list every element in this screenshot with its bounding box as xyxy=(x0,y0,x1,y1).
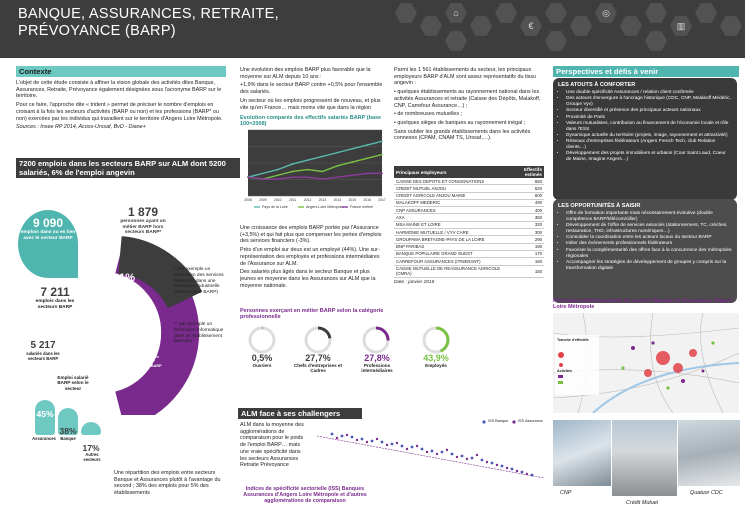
category-ring-ouvriers xyxy=(242,325,282,355)
table-header-employer: Principaux employeurs xyxy=(394,166,506,178)
page-title: BANQUE, ASSURANCES, RETRAITE, PRÉVOYANCE (BARP) xyxy=(18,6,279,39)
evolution-p3: Un secteur où les emplois progressent de nouveau, et plus vite qu'en France… mais moins vite que dans la région xyxy=(240,97,381,111)
salaried-value: 5 217 xyxy=(30,340,56,351)
category-employes: 43,9% Employés xyxy=(423,353,449,368)
table-row xyxy=(394,185,544,192)
atouts-list xyxy=(558,90,732,163)
chart-x-tick-label: 2015 xyxy=(348,198,356,202)
split-text: Une répartition des emplois entre secteurs Banque et Assurances plutôt à l'avantage du second ; 38% des emplois pour 5% des établissements xyxy=(114,470,221,497)
establishments-b2: • de nombreuses mutuelles ; xyxy=(394,111,463,118)
chart-x-tick-label: 2013 xyxy=(318,198,327,202)
iss-chart xyxy=(312,416,548,486)
table-row xyxy=(394,229,544,236)
note-2: ** par exemple un technicien informatique dans un établissement bancaire xyxy=(174,322,224,345)
context-p1: L'objet de cette étude consiste à affiner la vision globale des activités dites Banque, Assurances, Retraite, Prévoyance également désignées sous l'acronyme BARP sur le territoire. xyxy=(16,80,222,100)
iss-legend-assurance: ISS Assurance xyxy=(518,419,543,423)
employer-staff: 400 xyxy=(506,207,544,214)
list-item: • Développement des projets immobiliers et urbains (Cour Saint Laud, Coeur de Maine, Imagine Angers…) xyxy=(566,151,732,163)
chart-point xyxy=(366,144,368,146)
split-bar-autres xyxy=(81,422,101,435)
chart-x-tick-label: 2017 xyxy=(378,198,386,202)
list-item: • Dynamique actuelle du territoire (projets, image, rayonnement et attractivité) xyxy=(566,133,732,139)
employer-name: BNP PARIBAS xyxy=(394,243,506,250)
chart-point xyxy=(277,169,279,171)
header-banner xyxy=(0,0,745,58)
euro-icon: € xyxy=(528,21,534,31)
employer-name: HARMONIE MUTUELLE / VYV CARE xyxy=(394,229,506,236)
employer-staff: 150 xyxy=(506,265,544,278)
categories-row xyxy=(240,325,470,375)
chart-point xyxy=(336,152,338,154)
chart-point xyxy=(247,176,249,178)
chart-legend-label: Angers Loire Métropole xyxy=(306,205,344,209)
category-intermediaires: 27,8% Professions intermédiaires xyxy=(361,353,393,373)
chart-point xyxy=(381,140,383,142)
split-pct-banque: 38% xyxy=(59,426,77,436)
coins-icon: ◎ xyxy=(602,8,610,18)
chart-legend-label: Pays de la Loire xyxy=(262,205,288,209)
chart-point xyxy=(292,176,294,178)
in-sector-value: 7 211 xyxy=(40,285,70,299)
chart-point xyxy=(336,176,338,178)
list-item: • Favoriser la complémentarité des offres face à la concurrence des métropoles régionales xyxy=(566,248,732,260)
chart-icon: ▥ xyxy=(676,21,686,31)
employer-name: CAISSE DES DEPOTS ET CONSIGNATIONS xyxy=(394,178,506,185)
chart-x-tick-label: 2008 xyxy=(244,198,252,202)
jobs-heading: 7200 emplois dans les secteurs BARP sur ALM dont 5200 salariés, 6% de l'emploi angevin xyxy=(16,158,240,178)
opps-panel xyxy=(553,199,737,303)
alm-text: ALM dans la moyenne des agglomérations de comparaison pour le poids de l'emploi BARP… mais une vraie spécificité dans les secteurs Assurances Retraite Prévoyance xyxy=(240,422,304,469)
employer-staff: 490 xyxy=(506,199,544,206)
atouts-title: LES ATOUTS À CONFORTER xyxy=(558,82,636,88)
table-date: Date : janvier 2018 xyxy=(394,280,435,286)
table-header-staff: Effectifs estimés xyxy=(506,166,544,178)
chart-point xyxy=(381,172,383,174)
list-item: • Offre de formation importante mais nécessairement évolutive (double compétence BARP/télécom/ciller) xyxy=(566,211,732,223)
categories-heading: Personnes exerçant en métier BARP selon la catégorie professionnelle xyxy=(240,308,384,320)
chart-title: Evolution comparée des effectifs salariés BARP (base 100=2008) xyxy=(240,115,382,127)
context-heading: Contexte xyxy=(16,66,226,77)
chart-point xyxy=(292,163,294,165)
chart-x-tick-label: 2014 xyxy=(333,198,342,202)
employer-staff: 170 xyxy=(506,250,544,257)
chart-point xyxy=(336,165,338,167)
establishments-intro: Parmi les 1 561 établissements du secteur, les principaux employeurs BARP d'ALM sont assez représentatifs du tissu angevin : xyxy=(394,67,537,87)
chart-point xyxy=(262,172,264,174)
split-heading: Emploi salarié BARP selon le secteur xyxy=(57,375,89,391)
caption-cdc: Quatuor CDC xyxy=(690,490,723,496)
employer-staff: 620 xyxy=(506,185,544,192)
photo-cnp xyxy=(553,420,611,486)
establishments-map xyxy=(553,313,739,413)
evolution-chart xyxy=(240,126,386,218)
list-item: • Réseaux d'entreprises fédérateurs (Angers French Tech, club Relation clients…) xyxy=(566,139,732,151)
evolution-p1: Une évolution des emplois BARP plus favorable que la moyenne sur ALM depuis 10 ans : xyxy=(240,67,371,80)
list-item: • Une double spécificité Assurances / relation client confirmée xyxy=(566,90,732,96)
table-row xyxy=(394,199,544,206)
list-item: • Valeurs mutualistes, contribution au financement de l'économie locale et rôle dans l'ESS xyxy=(566,121,732,133)
evolution-p6: Des salariés plus âgés dans le secteur Banque et plus jeunes en moyenne dans les Assurances sur ALM que la moyenne nationale. xyxy=(240,269,376,289)
employer-staff: 320 xyxy=(506,221,544,228)
employer-name: BANQUE POPULAIRE GRAND OUEST xyxy=(394,250,506,257)
total-jobs-label: emplois dans ou en lien avec le secteur BARP xyxy=(20,230,76,241)
context-p2: Pour ce faire, l'approche dite « trident » permet de préciser le nombre d'emplois en croisant à la fois les secteurs d'activités (BARP ou non) et les professions (BARP* ou non) exercées par les individus qui travaillent sur le territoire d'Angers Loire Métropole. xyxy=(16,102,223,122)
total-jobs-value: 9 090 xyxy=(32,216,64,230)
table-row xyxy=(394,243,544,250)
perspectives-heading: Perspectives et défis à venir xyxy=(553,66,739,77)
context-section xyxy=(16,66,226,133)
list-item: • Proximité de Paris xyxy=(566,115,732,121)
employer-staff: 190 xyxy=(506,243,544,250)
pct-21: 21% xyxy=(113,272,136,284)
list-item: • Initier des évènements professionnels fédérateurs xyxy=(566,241,732,247)
employer-name: MALAKOFF MEDERIC xyxy=(394,199,506,206)
table-row xyxy=(394,178,544,185)
evolution-p4: Une croissance des emplois BARP portée par l'Assurance (+3,5%) et qui fait plus que compenser les pertes d'emplois des services financiers (-3%). xyxy=(240,225,382,245)
in-sector-label: emplois dans les secteurs BARP xyxy=(35,299,75,310)
category-ring-intermediaires xyxy=(356,325,396,355)
caption-credit-mutuel: Crédit Mutuel xyxy=(626,500,659,506)
employer-name: CREDIT AGRICOLE ANJOU MAINE xyxy=(394,192,506,199)
jobs-arc-graphic xyxy=(110,225,230,415)
chart-point xyxy=(262,178,264,180)
list-item: • Consolider la coordination entre les acteurs locaux du secteur BARP xyxy=(566,235,732,241)
atouts-panel xyxy=(553,78,737,200)
chart-point xyxy=(322,156,324,158)
chart-point xyxy=(292,171,294,173)
in-sector-block xyxy=(26,285,84,310)
list-item: • Développement de l'offre de services associés (stationnement, TC, crèches, restauration, THD, infrastructures numériques…) xyxy=(566,223,732,235)
employer-name: AXA xyxy=(394,214,506,221)
chart-point xyxy=(307,169,309,171)
employers-table-wrap xyxy=(394,166,544,285)
alm-heading: ALM face à ses challengers xyxy=(238,408,362,419)
establishments-text xyxy=(394,67,544,144)
map-legend-size: Tranche d'effectifs xyxy=(557,338,589,342)
split-label-banque: Banque xyxy=(60,436,76,441)
list-item: • Accompagner les stratégies de développement de groupes y compris sur la transformation digitale xyxy=(566,260,732,272)
chart-point xyxy=(351,148,353,150)
establishments-b4: Sans oublier les grands établissements dans les activités connexes (CPAM, CNAM TS, Urssaf,…). xyxy=(394,128,531,142)
employer-name: CREDIT MUTUEL ANJOU xyxy=(394,185,506,192)
employer-staff: 290 xyxy=(506,236,544,243)
chart-x-tick-label: 2009 xyxy=(259,198,267,202)
table-row xyxy=(394,214,544,221)
chart-x-tick-label: 2016 xyxy=(363,198,371,202)
iss-legend-banque: ISS Banque xyxy=(488,419,509,423)
chart-point xyxy=(322,171,324,173)
chart-x-tick-label: 2010 xyxy=(274,198,282,202)
total-jobs-bubble xyxy=(18,210,78,278)
bank-icon: ⌂ xyxy=(453,8,459,18)
note-1: * par exemple un technicien des services financiers dans une entreprise industrielle (hors secteur BARP) xyxy=(174,267,224,296)
employer-staff: 300 xyxy=(506,229,544,236)
employers-table xyxy=(394,166,544,278)
establishments-b1: • quelques établissements au rayonnement national dans les activités Assurances et retraite (Caisse des Dépôts, Malakoff, CNP, Carrefour Assurance…) ; xyxy=(394,89,541,109)
employer-name: CNP ASSURANCES xyxy=(394,207,506,214)
opps-title: LES OPPORTUNITÉS À SAISIR xyxy=(558,203,641,209)
category-ring-employes xyxy=(416,325,456,355)
chart-x-tick-label: 2011 xyxy=(289,198,297,202)
pct-48: 48% xyxy=(118,340,143,354)
evolution-p2: +1,9% dans le secteur BARP contre +0,5% pour l'ensemble des salariés. xyxy=(240,82,383,96)
chart-legend-label: France entière xyxy=(350,205,374,209)
split-pct-autres: 17% xyxy=(82,443,100,453)
pct-48-label: 4 354 personnes ayant un métier non BARP dans les secteurs BARP xyxy=(118,355,162,368)
split-pct-assurances: 45% xyxy=(36,409,54,419)
table-row xyxy=(394,258,544,265)
context-source: Sources : Insee RP 2014, Acoss-Urssaf, BvD - Diane+ xyxy=(16,124,146,131)
employer-staff: 600 xyxy=(506,192,544,199)
outside-jobs-block xyxy=(118,205,168,236)
map-legend-activity: Activités xyxy=(557,369,572,373)
split-label-autres: Autres secteurs xyxy=(83,452,101,462)
table-row xyxy=(394,250,544,257)
outside-jobs-value: 1 879 xyxy=(127,205,159,219)
chart-point xyxy=(366,157,368,159)
employer-staff: 350 xyxy=(506,214,544,221)
category-ouvriers: 0,5% Ouvriers xyxy=(251,353,273,368)
employer-name: CAISSE MUTUELLE DE REASSURANCE AGRICOLE (CMRA) xyxy=(394,265,506,278)
chart-point xyxy=(322,178,324,180)
evolution-text-top xyxy=(240,67,386,113)
employer-name: MSA MAINE ET LOIRE xyxy=(394,221,506,228)
establishments-b3: • quelques sièges de banques au rayonnement inégal ; xyxy=(394,119,526,126)
list-item: • Des acteurs d'envergure à l'ancrage historique (CDC, CNP, Malakoff Médéric, Groupe Vyv) xyxy=(566,96,732,108)
table-row xyxy=(394,265,544,278)
outside-jobs-label: personnes ayant un métier BARP hors secteurs BARP* xyxy=(120,219,166,236)
chart-x-tick-label: 2012 xyxy=(303,198,312,202)
chart-point xyxy=(277,174,279,176)
caption-cnp: CNP xyxy=(560,490,572,496)
evolution-text-bottom xyxy=(240,225,386,291)
photo-credit-mutuel xyxy=(612,420,677,496)
pct-31-label: 2 567 emplois liés aux métiers BARP xyxy=(118,322,158,331)
map-title: Principaux établissements du secteur Banque et Assurances Angers Loire Métropole xyxy=(553,298,733,310)
chart-point xyxy=(366,172,368,174)
table-row xyxy=(394,207,544,214)
photo-cdc xyxy=(678,420,740,486)
category-cadres: 27,7% Chefs d'entreprises et Cadres xyxy=(293,353,343,373)
table-row xyxy=(394,236,544,243)
chart-point xyxy=(307,159,309,161)
chart-point xyxy=(351,174,353,176)
chart-point xyxy=(307,176,309,178)
table-row xyxy=(394,221,544,228)
employer-name: CARREFOUR ASSURANCES (ITINERANT) xyxy=(394,258,506,265)
employer-name: GROUPAMA BRETAGNE-PAYS DE LA LOIRE xyxy=(394,236,506,243)
opps-list xyxy=(558,211,732,271)
salaried-label: salariés dans les secteurs BARP xyxy=(26,351,60,361)
chart-point xyxy=(381,154,383,156)
alm-caption: Indices de spécificité sectorielle (ISS) Banques Assurances d'Angers Loire Métropole et d'autres agglomérations de comparaison xyxy=(243,486,367,504)
pct-31: 31% xyxy=(118,308,141,320)
category-ring-cadres xyxy=(298,325,338,355)
employer-staff: 650 xyxy=(506,178,544,185)
split-label-assurances: Assurances xyxy=(32,436,56,441)
list-item: • Secteur diversifié et présence des principaux acteurs nationaux xyxy=(566,108,732,114)
chart-point xyxy=(277,178,279,180)
employer-staff: 160 xyxy=(506,258,544,265)
chart-point xyxy=(351,161,353,163)
table-row xyxy=(394,192,544,199)
evolution-p5: Près d'un emploi sur deux est un employé (44%). Une sur-représentation des employés et professions intermédiaires de l'Assurance sur ALM. xyxy=(240,247,380,267)
